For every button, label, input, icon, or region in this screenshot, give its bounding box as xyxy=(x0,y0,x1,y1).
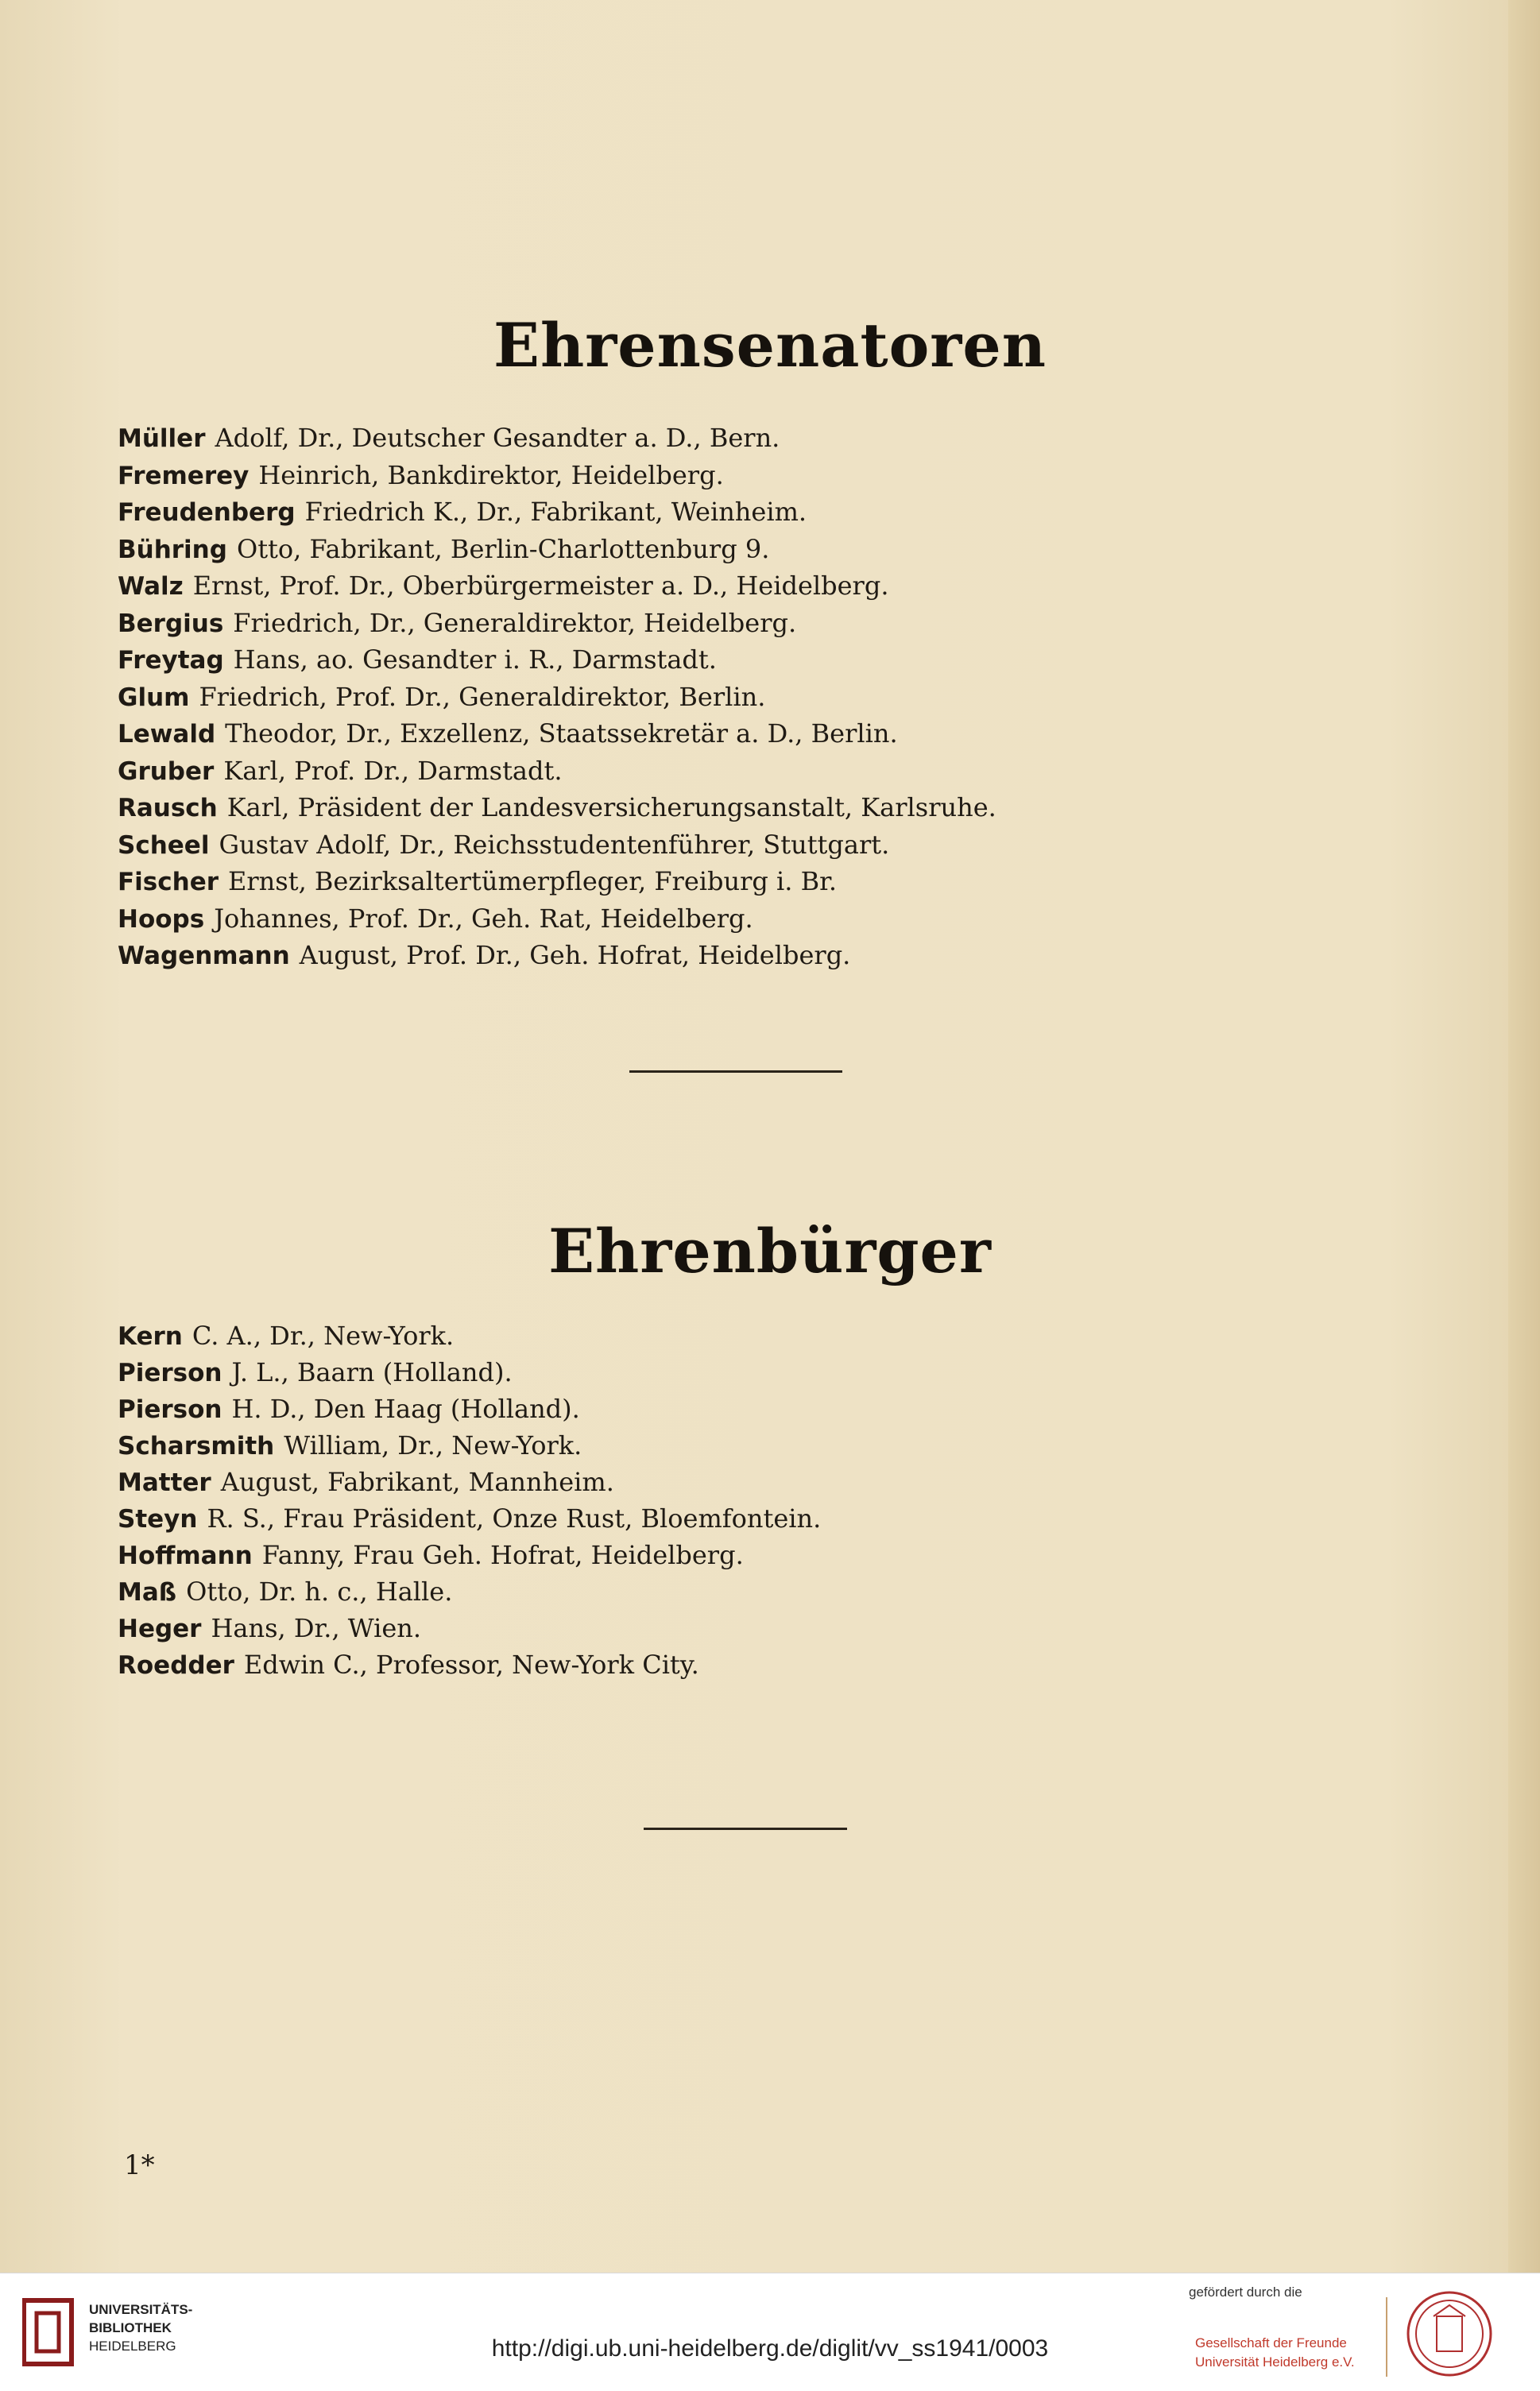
list-item xyxy=(118,753,1357,790)
entry-details: Edwin C., Professor, New-York City. xyxy=(243,1650,699,1680)
list-item xyxy=(118,420,1357,457)
list-item xyxy=(118,605,1357,642)
entry-surname: Hoops xyxy=(118,904,205,934)
entry-details: Johannes, Prof. Dr., Geh. Rat, Heidelberg. xyxy=(214,903,753,934)
entry-surname: Scharsmith xyxy=(118,1432,275,1461)
list-item xyxy=(118,531,1357,568)
entry-surname: Wagenmann xyxy=(118,942,290,970)
entry-surname: Pierson xyxy=(118,1395,222,1424)
entry-details: Friedrich K., Dr., Fabrikant, Weinheim. xyxy=(304,497,807,527)
permalink-url[interactable]: http://digi.ub.uni-heidelberg.de/diglit/vv_ss1941/0003 xyxy=(491,2335,1049,2362)
entry-surname: Heger xyxy=(118,1615,202,1643)
entry-details: Theodor, Dr., Exzellenz, Staatssekretär a. D., Berlin. xyxy=(225,718,898,749)
entry-details: Adolf, Dr., Deutscher Gesandter a. D., Bern. xyxy=(215,423,780,453)
entry-details: Otto, Fabrikant, Berlin-Charlottenburg 9. xyxy=(236,533,770,564)
entry-surname: Lewald xyxy=(118,720,216,749)
entry-details: H. D., Den Haag (Holland). xyxy=(231,1394,580,1424)
university-seal-icon xyxy=(1405,2289,1494,2378)
entry-details: Hans, Dr., Wien. xyxy=(211,1613,422,1643)
library-name-line: BIBLIOTHEK xyxy=(89,2320,172,2335)
list-item xyxy=(118,715,1357,753)
entry-surname: Gruber xyxy=(118,756,215,786)
entry-details: Hans, ao. Gesandter i. R., Darmstadt. xyxy=(233,644,717,675)
entry-surname: Bühring xyxy=(118,535,227,564)
entry-surname: Fremerey xyxy=(118,461,250,490)
digitization-footer xyxy=(0,2273,1540,2391)
list-item xyxy=(118,493,1357,531)
entry-surname: Fischer xyxy=(118,868,219,896)
entry-surname: Pierson xyxy=(118,1359,222,1387)
sponsor-name-line: Gesellschaft der Freunde xyxy=(1195,2335,1347,2350)
entry-surname: Maß xyxy=(118,1578,177,1607)
sponsor-name-line: Universität Heidelberg e.V. xyxy=(1195,2354,1355,2370)
entry-details: R. S., Frau Präsident, Onze Rust, Bloemfontein. xyxy=(207,1503,822,1534)
list-item xyxy=(118,1464,1357,1500)
list-item xyxy=(118,457,1357,494)
section-divider xyxy=(644,1828,847,1830)
entry-details: Fanny, Frau Geh. Hofrat, Heidelberg. xyxy=(261,1540,744,1570)
entry-details: Heinrich, Bankdirektor, Heidelberg. xyxy=(258,459,724,490)
entry-surname: Hoffmann xyxy=(118,1542,253,1570)
ehrensenatoren-list xyxy=(118,420,1357,974)
entry-surname: Glum xyxy=(118,683,190,712)
entry-details: Friedrich, Prof. Dr., Generaldirektor, Berlin. xyxy=(199,681,766,712)
entry-details: Friedrich, Dr., Generaldirektor, Heidelberg. xyxy=(233,607,797,638)
section-divider xyxy=(629,1070,842,1073)
entry-details: William, Dr., New-York. xyxy=(284,1430,582,1461)
entry-details: C. A., Dr., New-York. xyxy=(192,1321,455,1351)
list-item xyxy=(118,789,1357,826)
sponsor-name xyxy=(1195,2334,1355,2372)
list-item xyxy=(118,1646,1357,1683)
entry-surname: Freytag xyxy=(118,646,224,675)
entry-surname: Müller xyxy=(118,424,206,453)
list-item xyxy=(118,937,1357,974)
list-item xyxy=(118,863,1357,900)
list-item xyxy=(118,1537,1357,1573)
entry-surname: Rausch xyxy=(118,794,218,822)
entry-details: Ernst, Prof. Dr., Oberbürgermeister a. D., Heidelberg. xyxy=(192,571,889,601)
entry-surname: Bergius xyxy=(118,609,224,638)
section-title-ehrensenatoren: Ehrensenatoren xyxy=(493,310,1047,381)
entry-details: Karl, Prof. Dr., Darmstadt. xyxy=(223,755,563,786)
entry-details: Ernst, Bezirksaltertümerpfleger, Freiburg i. Br. xyxy=(228,866,838,896)
list-item xyxy=(118,1354,1357,1391)
library-name-line: UNIVERSITÄTS- xyxy=(89,2302,193,2317)
list-item xyxy=(118,1317,1357,1354)
entry-surname: Steyn xyxy=(118,1505,198,1534)
entry-details: August, Prof. Dr., Geh. Hofrat, Heidelberg. xyxy=(299,940,851,970)
entry-surname: Freudenberg xyxy=(118,498,296,527)
list-item xyxy=(118,900,1357,938)
entry-surname: Roedder xyxy=(118,1651,234,1680)
section-title-ehrenbuerger: Ehrenbürger xyxy=(548,1216,992,1286)
entry-surname: Kern xyxy=(118,1322,183,1351)
list-item xyxy=(118,1500,1357,1537)
entry-details: Otto, Dr. h. c., Halle. xyxy=(186,1577,453,1607)
entry-details: Gustav Adolf, Dr., Reichsstudentenführer, Stuttgart. xyxy=(219,829,890,860)
entry-details: Karl, Präsident der Landesversicherungsanstalt, Karlsruhe. xyxy=(226,792,996,822)
list-item xyxy=(118,679,1357,716)
list-item xyxy=(118,641,1357,679)
page-number: 1* xyxy=(124,2149,155,2181)
entry-details: J. L., Baarn (Holland). xyxy=(231,1357,513,1387)
entry-surname: Walz xyxy=(118,572,184,601)
list-item xyxy=(118,1427,1357,1464)
entry-surname: Scheel xyxy=(118,830,210,860)
list-item xyxy=(118,826,1357,864)
sponsor-label: gefördert durch die xyxy=(1189,2285,1302,2300)
list-item xyxy=(118,567,1357,605)
sponsor-separator xyxy=(1386,2297,1387,2377)
list-item xyxy=(118,1573,1357,1610)
list-item xyxy=(118,1391,1357,1427)
library-name-line: HEIDELBERG xyxy=(89,2339,176,2354)
entry-surname: Matter xyxy=(118,1468,211,1497)
list-item xyxy=(118,1610,1357,1646)
ehrenbuerger-list xyxy=(118,1317,1357,1683)
entry-details: August, Fabrikant, Mannheim. xyxy=(220,1467,614,1497)
